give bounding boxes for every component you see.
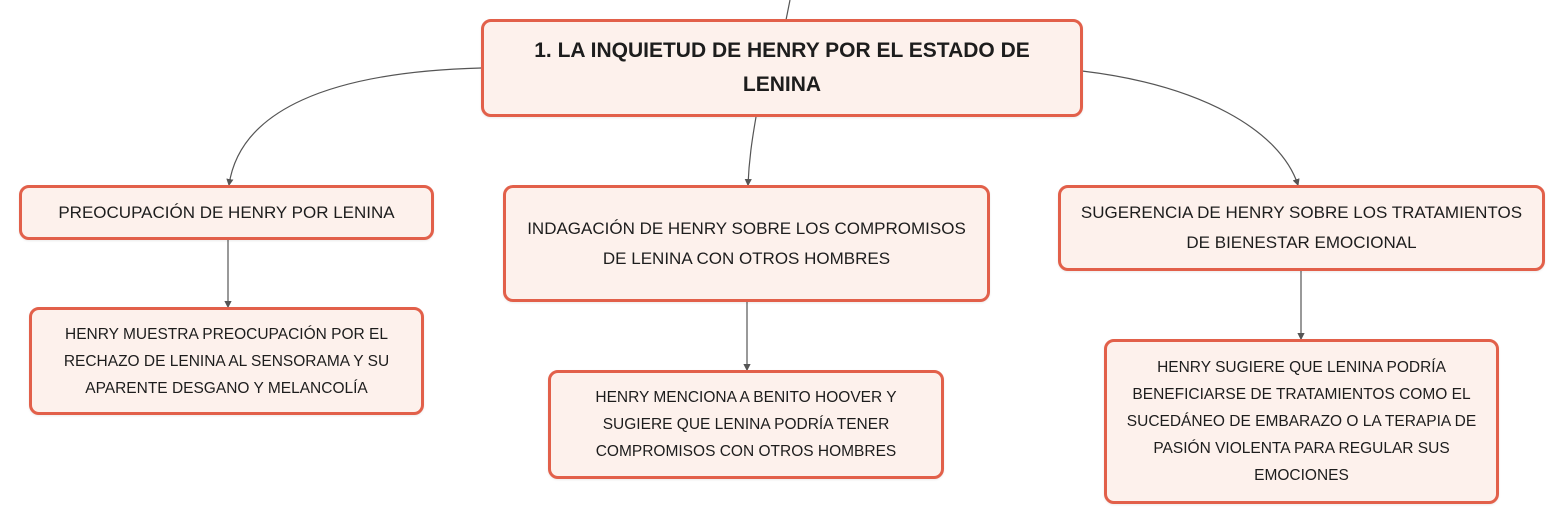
detail-2-text: HENRY MENCIONA A BENITO HOOVER Y SUGIERE QUE LENINA PODRÍA TENER COMPROMISOS CON OTROS HOMBRES [595,389,897,460]
root-title: 1. LA INQUIETUD DE HENRY POR EL ESTADO DE LENINA [534,39,1030,96]
detail-node-2[interactable] [548,370,944,479]
branch-1-label: PREOCUPACIÓN DE HENRY POR LENINA [58,202,395,222]
detail-node-1[interactable] [29,307,424,415]
connector-incoming [786,0,790,20]
branch-node-2[interactable] [503,185,990,302]
detail-node-3[interactable] [1104,339,1499,504]
branch-3-label: SUGERENCIA DE HENRY SOBRE LOS TRATAMIENTOS DE BIENESTAR EMOCIONAL [1080,203,1523,252]
detail-1-text: HENRY MUESTRA PREOCUPACIÓN POR EL RECHAZO DE LENINA AL SENSORAMA Y SU APARENTE DESGANO Y MELANCOLÍA [63,325,390,397]
connector-root-branch-1 [229,68,481,185]
branch-node-1[interactable] [19,185,434,240]
connector-root-branch-2 [748,117,756,185]
branch-2-label: INDAGACIÓN DE HENRY SOBRE LOS COMPROMISOS DE LENINA CON OTROS HOMBRES [527,218,966,268]
detail-3-text: HENRY SUGIERE QUE LENINA PODRÍA BENEFICIARSE DE TRATAMIENTOS COMO EL SUCEDÁNEO DE EMBARAZO O LA TERAPIA DE PASIÓN VIOLENTA PARA REGULAR SUS EMOCIONES [1126,359,1477,484]
root-node[interactable] [481,19,1083,117]
branch-node-3[interactable] [1058,185,1545,271]
connector-root-branch-3 [1082,71,1298,185]
